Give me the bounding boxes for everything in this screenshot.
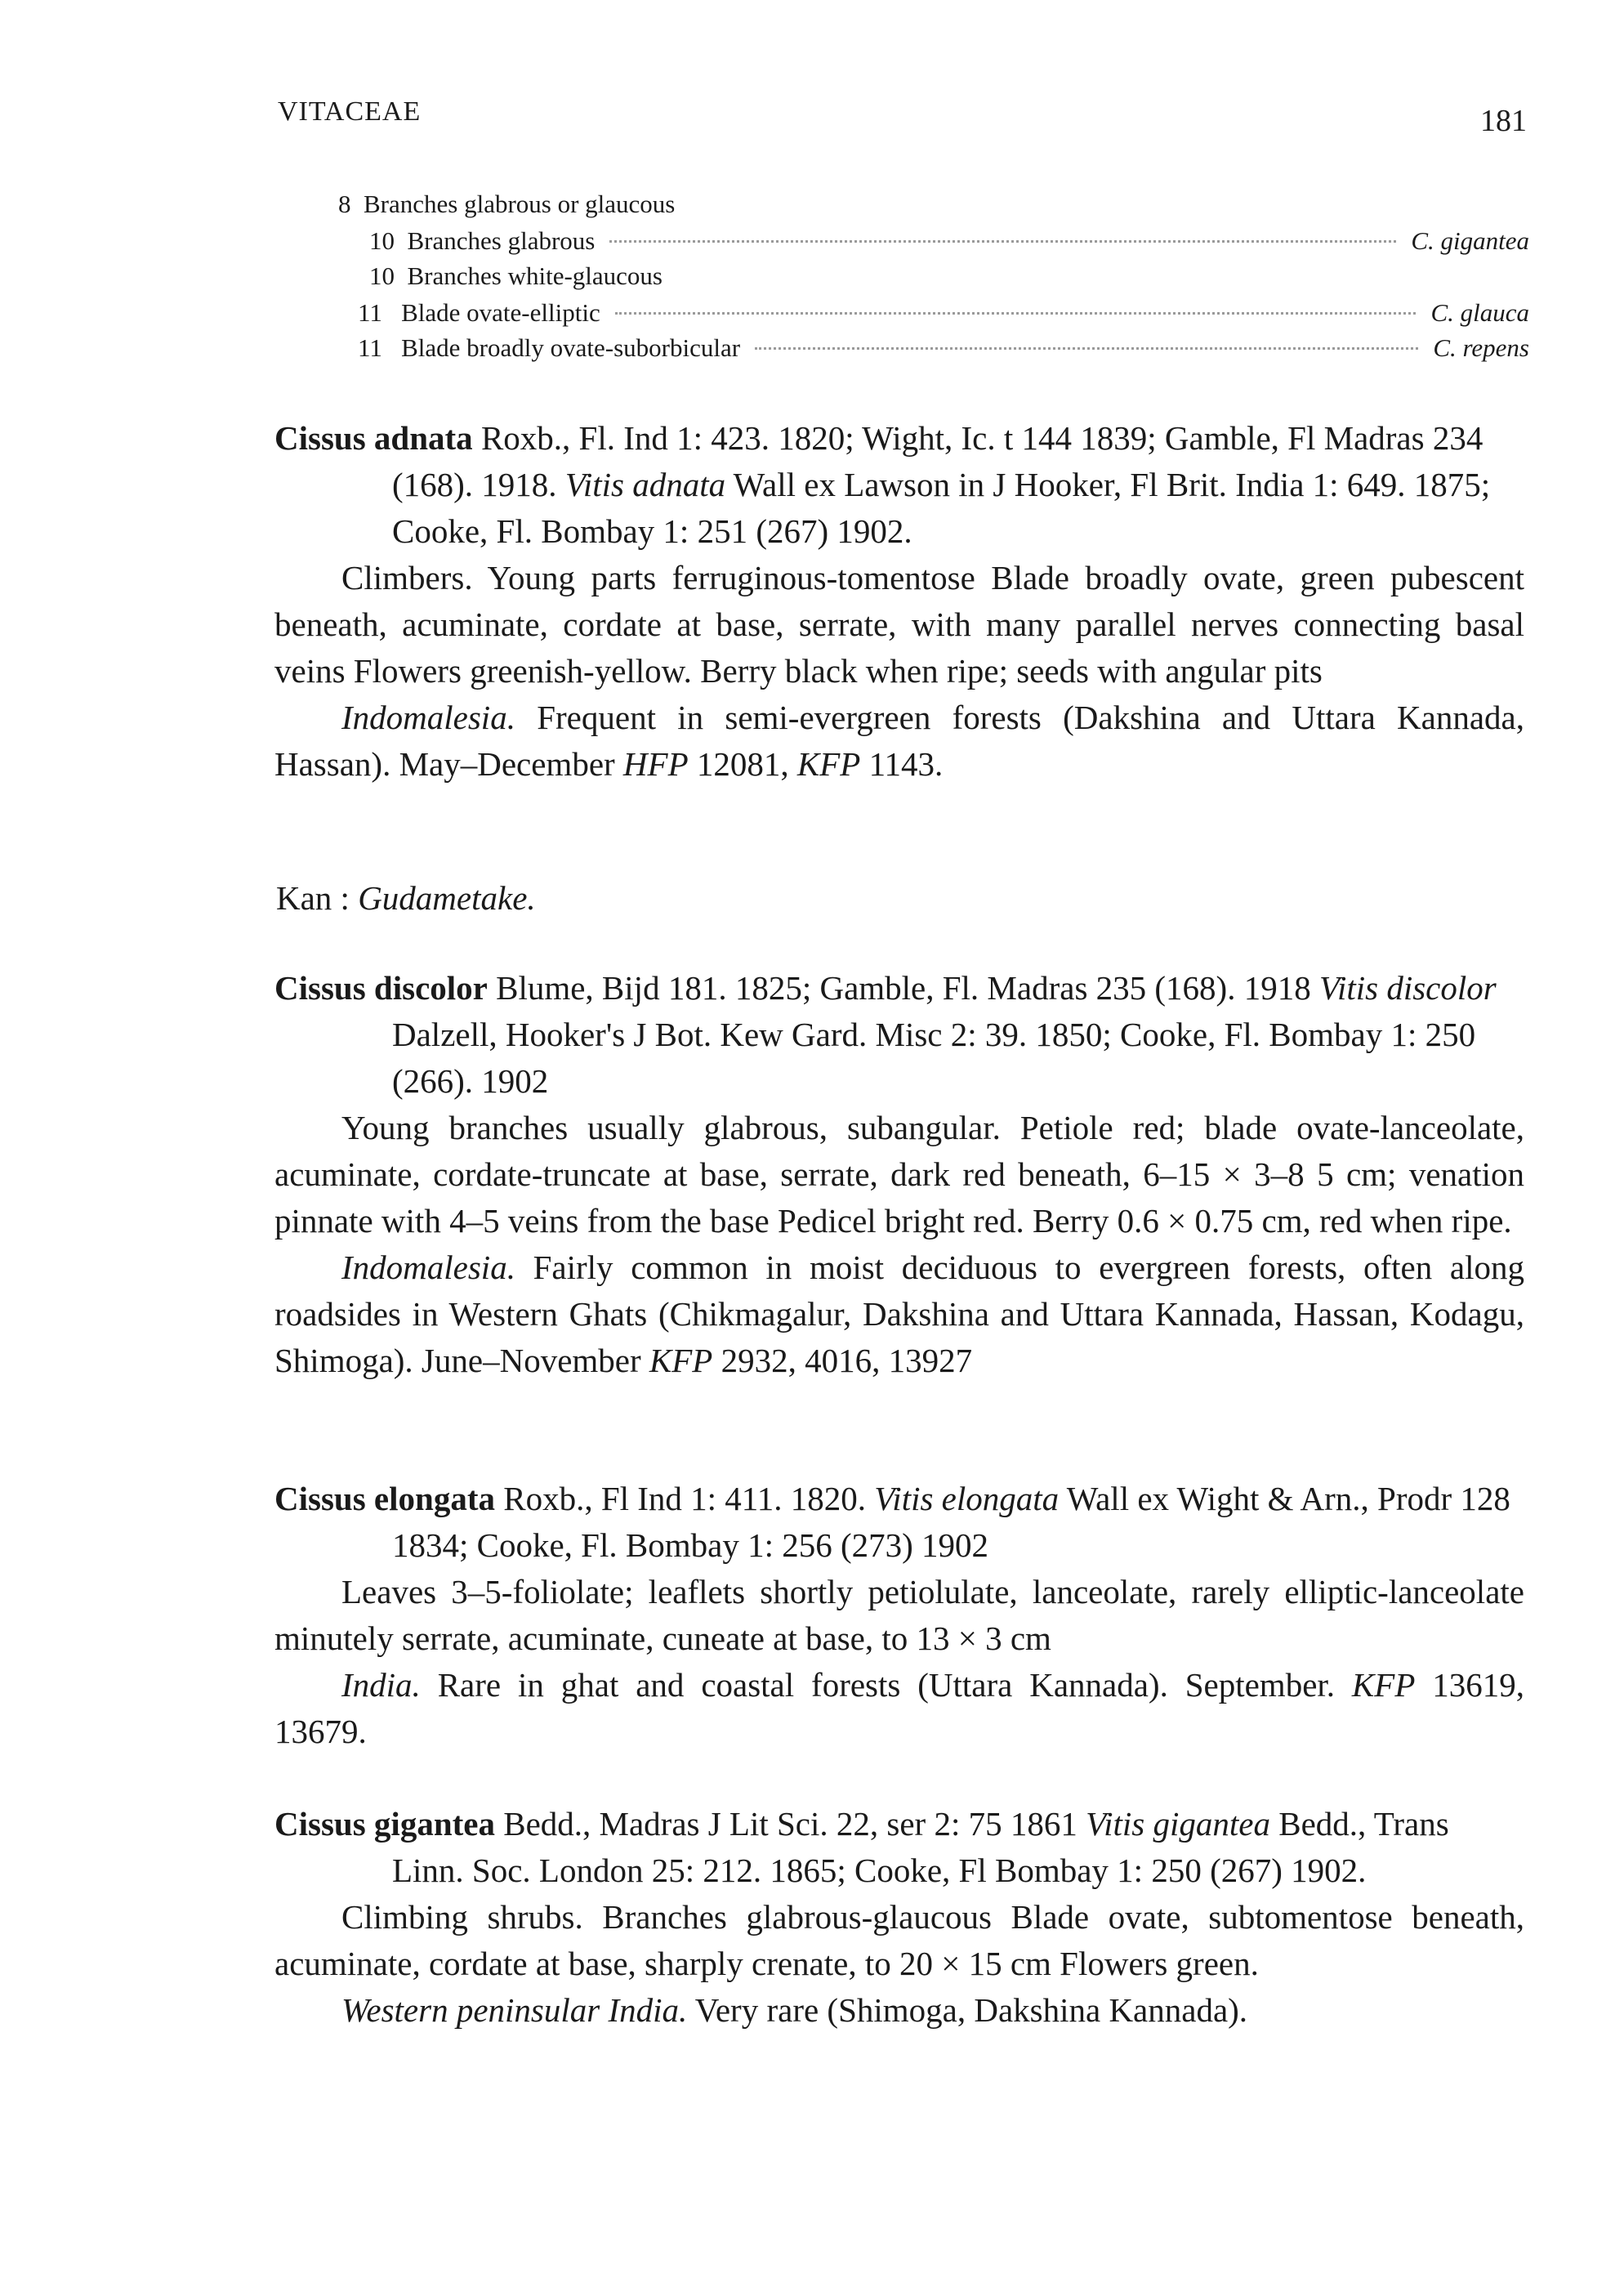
- key-line: [338, 190, 675, 219]
- herbarium-code: HFP: [622, 745, 689, 783]
- key-text: Branches glabrous or glaucous: [364, 190, 676, 218]
- citation-text: Roxb., Fl. Ind 1: 423. 1820; Wight, Ic. t 144 1839; Gamble, Fl Madras 234 (168). 1918.: [392, 419, 1483, 503]
- herbarium-code: KFP: [649, 1342, 713, 1379]
- key-result: C. repens: [1433, 333, 1529, 362]
- citation: [274, 1476, 1524, 1569]
- herbarium-code: KFP: [796, 745, 861, 783]
- key-result: C. gigantea: [1411, 226, 1529, 255]
- dot-leader: [609, 240, 1396, 243]
- description: Climbing shrubs. Branches glabrous-glaucous Blade ovate, subtomentose beneath, acuminate, cordate at base, sharply crenate, to 20 × 15 cm Flowers green.: [274, 1898, 1524, 1982]
- vernacular-label: Kan :: [276, 879, 350, 917]
- key-number: 10: [369, 226, 395, 255]
- species-entry-gigantea: [274, 1801, 1524, 2034]
- region: Western peninsular India.: [341, 1991, 688, 2029]
- vernacular-name: [276, 875, 536, 922]
- distribution-text: Fairly common in moist deciduous to evergreen forests, often along roadsides in Western Ghats (Chikmagalur, Dakshina and Uttara Kannada, Hassan, Kodagu, Shimoga). June–November: [274, 1249, 1524, 1379]
- region: Indomalesia.: [341, 699, 515, 736]
- page-number: 181: [1480, 104, 1527, 138]
- specimen-numbers: 1143.: [868, 745, 944, 783]
- synonym-name: Vitis elongata: [874, 1480, 1060, 1517]
- key-number: 11: [358, 298, 382, 327]
- vernacular-text: Gudametake.: [358, 879, 536, 917]
- synonym-name: Vitis discolor: [1318, 969, 1497, 1007]
- synonym-name: Vitis gigantea: [1086, 1805, 1270, 1843]
- key-number: 10: [369, 261, 395, 290]
- dot-leader: [615, 312, 1417, 315]
- key-text: Branches white-glaucous: [407, 261, 663, 290]
- citation-text: Roxb., Fl Ind 1: 411. 1820.: [503, 1480, 867, 1517]
- species-epithet: discolor: [373, 969, 488, 1007]
- dot-leader: [755, 347, 1418, 350]
- key-text: Branches glabrous: [407, 226, 596, 255]
- distribution: [274, 695, 1524, 788]
- key-text: Blade broadly ovate-suborbicular: [401, 333, 741, 362]
- synonym-name: Vitis adnata: [564, 466, 726, 503]
- description: Climbers. Young parts ferruginous-tomentose Blade broadly ovate, green pubescent beneath, acuminate, cordate at base, serrate, with many parallel nerves connecting basal veins Flowers greenish-yellow. Berry black when ripe; seeds with angular pits: [274, 559, 1524, 690]
- key-line: [358, 333, 1529, 363]
- key-text: Blade ovate-elliptic: [401, 298, 600, 327]
- citation-text: Wall ex Lawson in J Hooker, Fl Brit. India 1: 649. 1875; Cooke, Fl. Bombay 1: 251 (267) 1902.: [392, 466, 1491, 550]
- key-line: [369, 226, 1529, 256]
- running-header-family: VITACEAE: [278, 96, 422, 127]
- distribution: [274, 1244, 1524, 1384]
- distribution-text: Frequent in semi-evergreen forests (Dakshina and Uttara Kannada, Hassan). May–December: [274, 699, 1525, 783]
- specimen-numbers: 2932, 4016, 13927: [721, 1342, 973, 1379]
- key-number: 11: [358, 333, 382, 362]
- species-epithet: adnata: [373, 419, 473, 457]
- distribution: [274, 1987, 1524, 2034]
- species-entry-discolor: [274, 965, 1524, 1384]
- description: Young branches usually glabrous, subangular. Petiole red; blade ovate-lanceolate, acuminate, cordate-truncate at base, serrate, dark red beneath, 6–15 × 3–8 5 cm; venation pinnate with 4–5 veins from the base Pedicel bright red. Berry 0.6 × 0.75 cm, red when ripe.: [274, 1109, 1524, 1240]
- key-result: C. glauca: [1430, 298, 1529, 327]
- citation-text: Blume, Bijd 181. 1825; Gamble, Fl. Madras 235 (168). 1918: [496, 969, 1311, 1007]
- citation-text: Wall ex Wight & Arn., Prodr 128 1834; Cooke, Fl. Bombay 1: 256 (273) 1902: [392, 1480, 1510, 1564]
- description: Leaves 3–5-foliolate; leaflets shortly petiolulate, lanceolate, rarely elliptic-lanceolate minutely serrate, acuminate, cuneate at base, to 13 × 3 cm: [274, 1573, 1524, 1657]
- citation-text: Bedd., Trans Linn. Soc. London 25: 212. 1865; Cooke, Fl Bombay 1: 250 (267) 1902.: [392, 1805, 1449, 1889]
- species-epithet: elongata: [373, 1480, 495, 1517]
- species-epithet: gigantea: [373, 1805, 495, 1843]
- herbarium-code: KFP: [1351, 1666, 1416, 1704]
- specimen-numbers: 13619, 13679.: [274, 1666, 1524, 1750]
- key-number: 8: [338, 190, 351, 218]
- citation-text: Dalzell, Hooker's J Bot. Kew Gard. Misc 2: 39. 1850; Cooke, Fl. Bombay 1: 250 (266). 1902: [392, 1016, 1476, 1100]
- genus-name: Cissus: [274, 419, 366, 457]
- specimen-numbers: 12081,: [696, 745, 789, 783]
- species-entry-adnata: [274, 415, 1524, 788]
- genus-name: Cissus: [274, 1805, 366, 1843]
- region: India.: [341, 1666, 421, 1704]
- distribution-text: Rare in ghat and coastal forests (Uttara Kannada). September.: [437, 1666, 1336, 1704]
- species-entry-elongata: [274, 1476, 1524, 1755]
- genus-name: Cissus: [274, 969, 366, 1007]
- distribution-text: Very rare (Shimoga, Dakshina Kannada).: [694, 1991, 1248, 2029]
- key-line: [358, 298, 1529, 328]
- distribution: [274, 1662, 1524, 1755]
- key-line: [369, 261, 663, 291]
- citation: [274, 1801, 1524, 1894]
- region: Indomalesia.: [341, 1249, 515, 1286]
- citation-text: Bedd., Madras J Lit Sci. 22, ser 2: 75 1861: [503, 1805, 1077, 1843]
- genus-name: Cissus: [274, 1480, 366, 1517]
- citation: [274, 965, 1524, 1105]
- citation: [274, 415, 1524, 555]
